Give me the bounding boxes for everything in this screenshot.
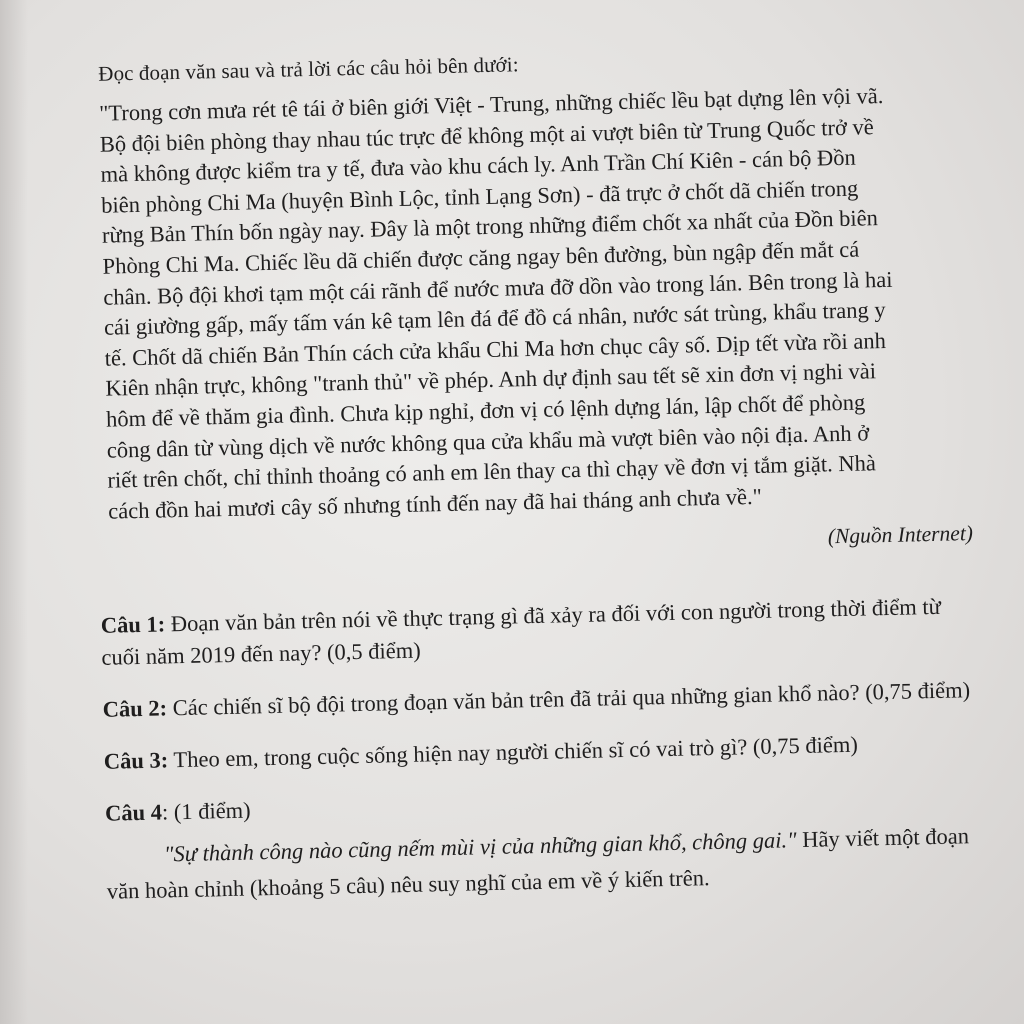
question-1-label: Câu 1: (100, 611, 166, 639)
reading-passage: "Trong cơn mưa rét tê tái ở biên giới Việt - Trung, những chiếc lều bạt dựng lên vội vã. Bộ đội biên phòng thay nhau túc trực để không một ai vượt biên từ Trung Quốc trở về mà không được kiểm tra y tế, đưa vào khu cách ly. Anh Trần Chí Kiên - cán bộ Đồn biên phòng Chi Ma (huyện Bình Lộc, tỉnh Lạng Sơn) - đã trực ở chốt dã chiến trong rừng Bản Thín bốn ngày nay. Đây là một trong những điểm chốt xa nhất của Đồn biên Phòng Chi Ma. Chiếc lều dã chiến được căng ngay bên đường, bùn ngập đến mắt cá chân. Bộ đội khơi tạm một cái rãnh để nước mưa đỡ dồn vào trong lán. Bên trong là hai cái giường gấp, mấy tấm ván kê tạm lên đá để đồ cá nhân, nước sát trùng, khẩu trang y tế. Chốt dã chiến Bản Thín cách cửa khẩu Chi Ma hơn chục cây số. Dịp tết vừa rồi anh Kiên nhận trực, không "tranh thủ" về phép. Anh dự định sau tết sẽ xin đơn vị nghi vài hôm để về thăm gia đình. Chưa kịp nghỉ, đơn vị có lệnh dựng lán, lập chốt để phòng công dân từ vùng dịch về nước không qua cửa khẩu mà vượt biên vào nội địa. Anh ở riết trên chốt, chỉ thỉnh thoảng có anh em lên thay ca thì chạy về đơn vị tắm giặt. Nhà cách đồn hai mươi cây số nhưng tính đến nay đã hai tháng anh chưa về." (98, 82, 893, 524)
passage-source: (Nguồn Internet) (827, 521, 974, 549)
question-1 (100, 590, 981, 674)
question-1-text: Đoạn văn bản trên nói về thực trạng gì đã xảy ra đối với con người trong thời điểm từ cuối năm 2019 đến nay? (0,5 điểm) (101, 594, 942, 671)
question-2-text: Các chiến sĩ bộ đội trong đoạn văn bản trên đã trải qua những gian khổ nào? (0,75 điểm) (166, 677, 971, 721)
question-4-text: : (1 điểm) (161, 797, 251, 825)
exam-document (88, 42, 988, 933)
essay-prompt (106, 818, 987, 910)
reading-instruction: Đọc đoạn văn sau và trả lời các câu hỏi bên dưới: (97, 52, 519, 86)
essay-instruction: Hãy viết một đoạn văn hoàn chỉnh (khoảng 5 câu) nêu suy nghĩ của em về ý kiến trên. (106, 823, 970, 905)
question-2-label: Câu 2: (102, 695, 168, 723)
question-3-text: Theo em, trong cuộc sống hiện nay người chiến sĩ có vai trò gì? (0,75 điểm) (167, 732, 859, 773)
question-2 (102, 674, 982, 726)
page-edge-shadow (0, 0, 28, 1024)
question-4-label: Câu 4 (104, 799, 163, 827)
question-3-label: Câu 3: (103, 747, 169, 775)
question-3 (104, 726, 984, 778)
essay-quote: "Sự thành công nào cũng nếm mùi vị của những gian khổ, chông gai." (163, 827, 797, 867)
